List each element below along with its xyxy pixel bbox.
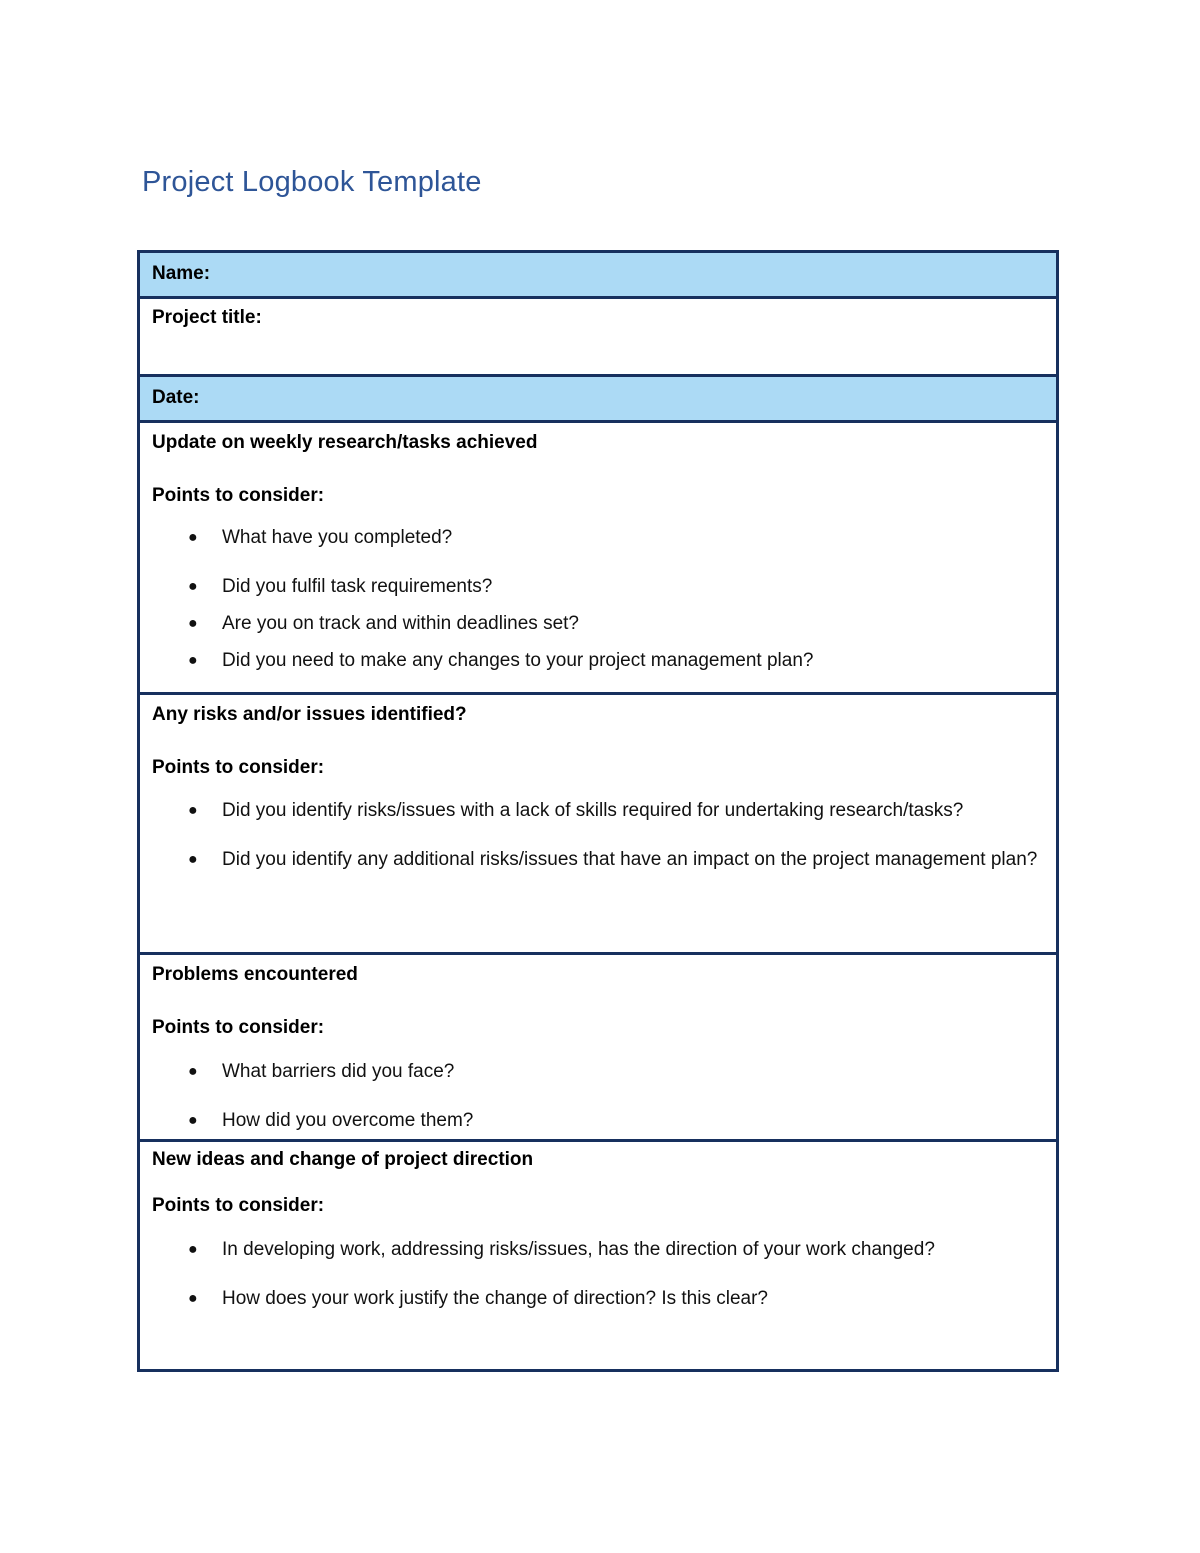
points-to-consider-label: Points to consider: bbox=[152, 1195, 325, 1216]
project-title-label: Project title: bbox=[152, 307, 262, 328]
section-problems bbox=[139, 954, 1058, 1141]
weekly-update-cell[interactable] bbox=[139, 422, 1058, 694]
list-item bbox=[152, 519, 1044, 556]
risks-issues-cell[interactable] bbox=[139, 694, 1058, 954]
date-label: Date: bbox=[152, 387, 200, 408]
section-heading: Update on weekly research/tasks achieved bbox=[152, 432, 538, 453]
section-heading: New ideas and change of project direction bbox=[152, 1149, 534, 1170]
list-item bbox=[152, 605, 1044, 642]
list-item bbox=[152, 1053, 1044, 1090]
name-row bbox=[139, 252, 1058, 298]
point-text: What have you completed? bbox=[222, 527, 453, 548]
section-heading: Any risks and/or issues identified? bbox=[152, 704, 467, 725]
points-to-consider-label: Points to consider: bbox=[152, 1017, 325, 1038]
bullet-icon: ● bbox=[188, 578, 198, 595]
bullet-icon: ● bbox=[188, 802, 198, 819]
section-risks-issues bbox=[139, 694, 1058, 954]
point-text: Did you identify risks/issues with a lack of skills required for undertaking research/tasks? bbox=[222, 800, 964, 821]
date-row bbox=[139, 376, 1058, 422]
bullet-icon: ● bbox=[188, 851, 198, 868]
points-list bbox=[152, 519, 1044, 679]
point-text: Did you fulfil task requirements? bbox=[222, 576, 493, 597]
document-title: Project Logbook Template bbox=[142, 166, 482, 198]
point-text: In developing work, addressing risks/issues, has the direction of your work changed? bbox=[222, 1239, 935, 1260]
list-item bbox=[152, 792, 1044, 829]
bullet-icon: ● bbox=[188, 652, 198, 669]
section-new-ideas bbox=[139, 1141, 1058, 1371]
list-item bbox=[152, 841, 1044, 878]
point-text: Did you need to make any changes to your project management plan? bbox=[222, 650, 814, 671]
points-list bbox=[152, 1231, 1044, 1317]
points-list bbox=[152, 1053, 1044, 1139]
points-list bbox=[152, 792, 1044, 878]
new-ideas-cell[interactable] bbox=[139, 1141, 1058, 1371]
list-item bbox=[152, 568, 1044, 605]
bullet-icon: ● bbox=[188, 1063, 198, 1080]
point-text: Did you identify any additional risks/issues that have an impact on the project management plan? bbox=[222, 849, 1038, 870]
list-item bbox=[152, 1231, 1044, 1268]
bullet-icon: ● bbox=[188, 1290, 198, 1307]
list-item bbox=[152, 1102, 1044, 1139]
name-label: Name: bbox=[152, 263, 211, 284]
list-item bbox=[152, 1280, 1044, 1317]
project-title-row bbox=[139, 298, 1058, 376]
bullet-icon: ● bbox=[188, 1112, 198, 1129]
bullet-icon: ● bbox=[188, 1241, 198, 1258]
point-text: What barriers did you face? bbox=[222, 1061, 455, 1082]
point-text: How did you overcome them? bbox=[222, 1110, 474, 1131]
point-text: Are you on track and within deadlines set? bbox=[222, 613, 579, 634]
project-title-field[interactable] bbox=[139, 298, 1058, 376]
points-to-consider-label: Points to consider: bbox=[152, 757, 325, 778]
name-field[interactable] bbox=[139, 252, 1058, 298]
points-to-consider-label: Points to consider: bbox=[152, 485, 325, 506]
point-text: How does your work justify the change of direction? Is this clear? bbox=[222, 1288, 768, 1309]
list-item bbox=[152, 642, 1044, 679]
section-weekly-update bbox=[139, 422, 1058, 694]
bullet-icon: ● bbox=[188, 529, 198, 546]
problems-cell[interactable] bbox=[139, 954, 1058, 1141]
section-heading: Problems encountered bbox=[152, 964, 358, 985]
bullet-icon: ● bbox=[188, 615, 198, 632]
logbook-table bbox=[137, 250, 1059, 1372]
date-field[interactable] bbox=[139, 376, 1058, 422]
